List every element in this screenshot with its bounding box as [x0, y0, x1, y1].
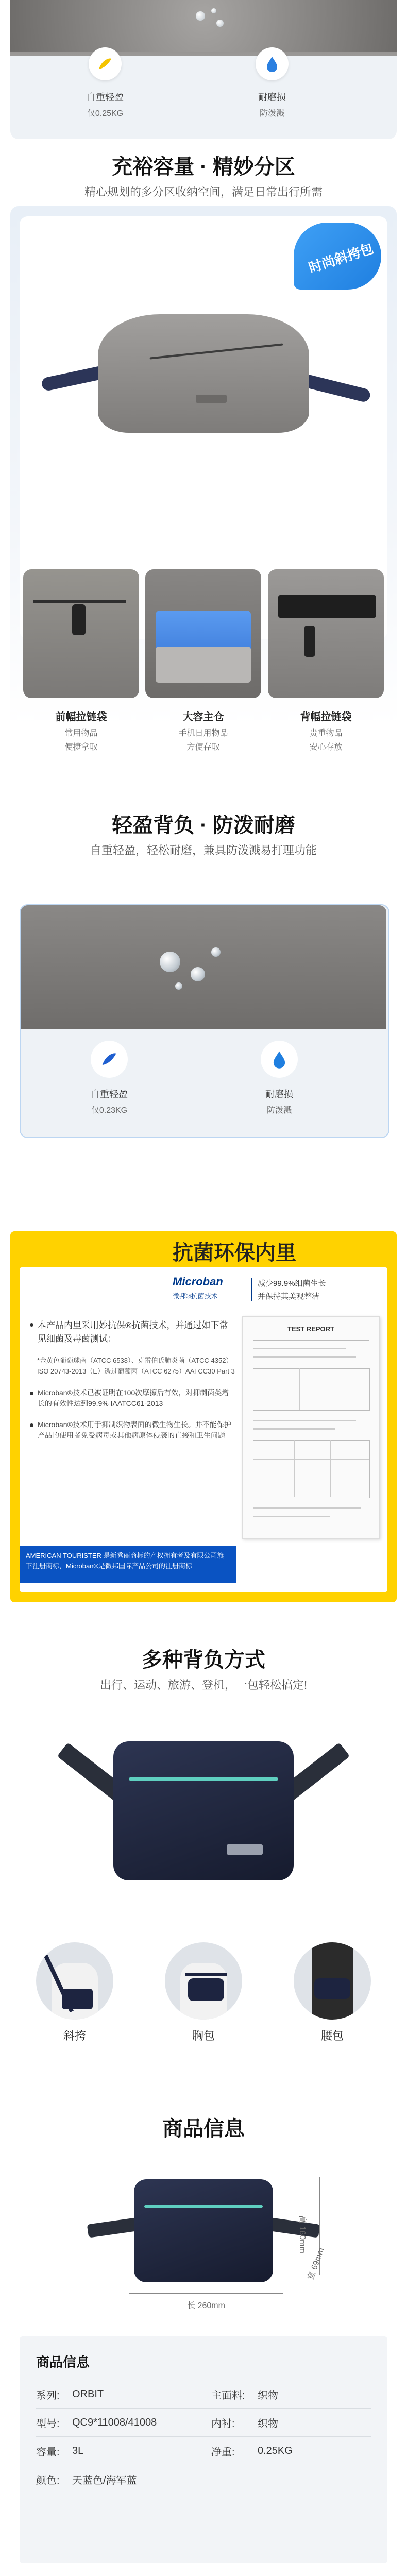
bullet-dot [30, 1423, 33, 1427]
cell-value: 3L [72, 2445, 84, 2456]
water-droplet-graphic [139, 936, 252, 1008]
capacity-subtitle: 精心规划的多分区收纳空间，满足日常出行所需 [84, 185, 323, 198]
microban-brand: Microban [173, 1275, 223, 1288]
bullet-list [30, 1319, 236, 1441]
compartment-line: 便捷拿取 [64, 743, 98, 752]
width-dimension: 长 260mm [187, 2301, 225, 2310]
fashion-badge: 时尚斜挎包 [307, 240, 376, 276]
info-table-rows [36, 2380, 371, 2493]
compartment-line: 方便存取 [186, 743, 220, 752]
compartment-photo-front [23, 569, 139, 698]
water-drop-icon [256, 47, 289, 80]
bullet-dot [30, 1392, 33, 1395]
feature-sub: 防泼溅 [266, 1106, 292, 1115]
bag-photo-navy [52, 1710, 355, 1906]
bag-zip-trim [129, 1777, 278, 1781]
carry-mode-label: 腰包 [320, 2029, 344, 2042]
cell-value: QC9*11008/41008 [72, 2416, 157, 2428]
test-report-document [242, 1316, 380, 1539]
cell-value: ORBIT [72, 2388, 104, 2400]
cell-key: 容量: [36, 2446, 60, 2458]
microban-brand-cn: 微邦®抗菌技术 [173, 1292, 218, 1300]
list-item [30, 1355, 236, 1377]
cell-key: 内衬: [211, 2418, 235, 2430]
capacity-title: 充裕容量 · 精妙分区 [112, 156, 295, 178]
antibacterial-title: 抗菌环保内里 [173, 1242, 296, 1264]
light-title: 轻盈背负 · 防泼耐磨 [112, 814, 295, 837]
bullet-text: Microban®技术已被证明在100次摩擦后有效，对抑制菌类增长的有效性达到99.9% IAATCC61-2013 [38, 1388, 229, 1408]
bag-zip-trim [144, 2205, 263, 2208]
cell-value: 织物 [258, 2389, 278, 2401]
cell-key: 净重: [211, 2446, 235, 2458]
feature-name: 自重轻盈 [91, 1089, 128, 1099]
compartment-name: 大容主仓 [182, 711, 224, 723]
bag-photo-dims [88, 2164, 319, 2298]
water-drop-icon [261, 1041, 298, 1078]
bullet-text: 本产品内里采用妙抗保®抗菌技术，并通过如下常见细菌及毒菌测试： [38, 1320, 228, 1344]
feature-sub: 防泼溅 [259, 109, 284, 118]
carry-title: 多种背负方式 [142, 1649, 265, 1671]
bag-body [98, 314, 309, 433]
cell-value: 天蓝色/海军蓝 [72, 2475, 137, 2486]
feature-name: 耐磨损 [265, 1089, 293, 1099]
height-dimension: 高 160mm [298, 2215, 307, 2253]
bag-strap-right [298, 372, 371, 403]
table-row [36, 2380, 371, 2409]
compartment-line: 常用物品 [64, 729, 98, 738]
light-subtitle: 自重轻盈，轻松耐磨，兼具防泼溅易打理功能 [90, 844, 317, 857]
claim-line: 减少99.9%细菌生长 [258, 1279, 326, 1288]
bag-body [113, 1741, 294, 1880]
feather-icon [89, 47, 122, 80]
table-row [36, 2465, 371, 2493]
depth-dimension: 宽 69mm [306, 2246, 326, 2281]
compartment-photo-back [268, 569, 384, 698]
cell-key: 系列: [36, 2389, 60, 2401]
fabric-photo [21, 905, 386, 1029]
carry-mode-crossbody [36, 1942, 113, 2045]
width-dimension-line [129, 2293, 283, 2294]
top-fabric-photo [10, 0, 397, 52]
compartment-line: 安心存放 [309, 743, 343, 752]
feature-sub: 仅0.25KG [87, 109, 124, 118]
cell-key: 主面料: [211, 2389, 245, 2401]
carry-mode-label: 胸包 [192, 2029, 215, 2042]
carry-mode-label: 斜挎 [63, 2029, 86, 2042]
water-droplet-graphic [180, 5, 242, 36]
compartment-photo-main [145, 569, 261, 698]
bag-body [134, 2179, 273, 2282]
bullet-text: *金黄色葡萄球菌（ATCC 6538）、克雷伯氏肺炎菌（ATCC 4352）ISO 20743-2013（E）透过葡萄菌（ATCC 6275）AATCC30 Part 3 [37, 1357, 235, 1375]
feather-icon [91, 1041, 128, 1078]
list-item [30, 1319, 236, 1345]
table-row [36, 2437, 371, 2465]
carry-mode-waist [294, 1942, 371, 2045]
list-item [30, 1419, 236, 1441]
compartment-line: 手机日用物品 [178, 729, 228, 738]
compartment-name: 前幅拉链袋 [55, 711, 107, 723]
feature-name: 耐磨损 [258, 92, 286, 103]
product-title: 商品信息 [162, 2117, 245, 2140]
microban-logo [173, 1275, 250, 1306]
compartment-line: 贵重物品 [309, 729, 343, 738]
bag-logo-patch [196, 395, 227, 403]
trademark-text: AMERICAN TOURISTER 是新秀丽商标的产权拥有者及有限公司旗下注册商标，Microban®是微邦国际产品公司的注册商标 [26, 1552, 224, 1570]
doc-title: TEST REPORT [287, 1325, 334, 1333]
compartment-name: 背幅拉链袋 [300, 711, 352, 723]
bag-logo-patch [227, 1844, 263, 1855]
bullet-text: Microban®技术用于抑制织物表面的微生物生长。并不能保护产品的使用者免受病毒或其他病原体侵袭的直接和卫生问题 [38, 1420, 231, 1439]
bullet-dot [30, 1323, 33, 1327]
trademark-footer [20, 1546, 236, 1583]
feature-sub: 仅0.23KG [91, 1106, 128, 1115]
carry-subtitle: 出行、运动、旅游、登机，一包轻松搞定! [99, 1679, 308, 1691]
cell-value: 0.25KG [258, 2445, 293, 2456]
table-row [36, 2409, 371, 2437]
claim-divider [251, 1278, 252, 1301]
info-table-title: 商品信息 [36, 2354, 90, 2370]
feature-name: 自重轻盈 [87, 92, 124, 103]
list-item [30, 1387, 236, 1409]
cell-key: 颜色: [36, 2475, 60, 2486]
bag-photo-grey [41, 294, 366, 448]
cell-key: 型号: [36, 2418, 60, 2430]
claim-line: 并保持其美观整洁 [258, 1292, 320, 1301]
cell-value: 织物 [258, 2418, 278, 2430]
carry-mode-chest [165, 1942, 242, 2045]
